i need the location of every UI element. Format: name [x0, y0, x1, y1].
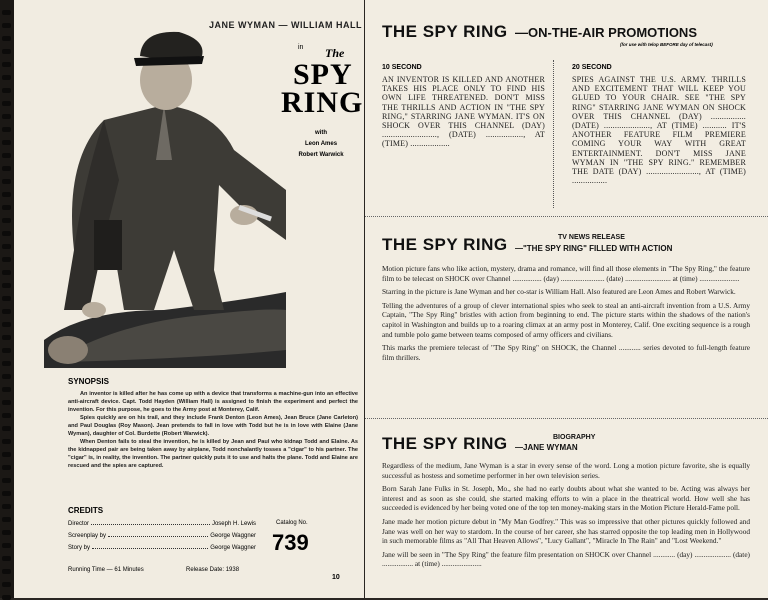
synopsis-paragraph: When Denton fails to steal the invention, he is killed by Jean and Paul who kidnap Todd and Elaine. As the kidnapped pair are being taken away by airplane, Todd nonchalantly tosses a "cigar" to his partner. The "cigar" is, in reality, the invention. The partner quickly puts it to use and halts the plane. Todd and Elaine are rescued and the spies are captured. [68, 439, 358, 469]
credit-name: George Waggner [210, 545, 256, 551]
supporting-cast [286, 139, 356, 161]
spiral-binding [0, 0, 14, 598]
spiral-ring [2, 556, 11, 561]
spiral-ring [2, 348, 11, 353]
credit-row [68, 533, 256, 539]
release-date: Release Date: 1938 [186, 567, 240, 573]
spiral-ring [2, 10, 11, 15]
in-label: in [298, 44, 304, 51]
credit-row [68, 521, 256, 527]
spiral-ring [2, 439, 11, 444]
credit-name: George Waggner [210, 533, 256, 539]
spiral-ring [2, 413, 11, 418]
spiral-ring [2, 270, 11, 275]
bio-heading-tail: —JANE WYMAN [515, 443, 578, 452]
catalog-label: Catalog No. [276, 520, 308, 526]
news-heading-tail: —"THE SPY RING" FILLED WITH ACTION [515, 244, 673, 253]
bio-paragraph: Jane made her motion picture debut in "My Man Godfrey." This was so impressive that other pictures quickly followed and Jane was well on her way to stardom. In the course of her career, she has starred opposite the top leading men in Hollywood in such memorable films as "All That Heaven Allows", "Lucy Gallant", "Miracle In The Rain" and "Lost Weekend." [382, 516, 750, 546]
spiral-ring [2, 153, 11, 158]
spiral-ring [2, 179, 11, 184]
bio-kicker: BIOGRAPHY [553, 434, 596, 441]
synopsis-text [68, 390, 358, 470]
star-names: JANE WYMAN — WILLIAM HALL [209, 20, 362, 30]
spiral-ring [2, 166, 11, 171]
credit-role: Screenplay by [68, 533, 107, 539]
news-paragraph: This marks the premiere telecast of "The Spy Ring" on SHOCK, the Channel ............ series devoted to full-length feature film thrillers. [382, 343, 750, 362]
news-body [382, 264, 750, 366]
spot20-heading: 20 SECOND [572, 64, 612, 71]
title-logo [279, 48, 369, 122]
spiral-ring [2, 36, 11, 41]
supporting-actor: Leon Ames [304, 141, 338, 147]
spiral-ring [2, 504, 11, 509]
column-divider [553, 60, 554, 208]
left-page [14, 0, 364, 598]
logo-ring: RING [281, 86, 364, 119]
credits-heading: CREDITS [68, 506, 104, 515]
spiral-ring [2, 231, 11, 236]
spiral-ring [2, 322, 11, 327]
right-page [365, 0, 768, 598]
page-number: 10 [332, 574, 340, 581]
spiral-ring [2, 88, 11, 93]
spot10-heading: 10 SECOND [382, 64, 422, 71]
spiral-ring [2, 127, 11, 132]
spiral-ring [2, 140, 11, 145]
bio-paragraph: Jane will be seen in "The Spy Ring" the feature film presentation on SHOCK over Channel ............ (day) .................... (date) ................. at (time) ...................... [382, 549, 750, 569]
spiral-ring [2, 335, 11, 340]
synopsis-heading: SYNOPSIS [68, 377, 109, 386]
spiral-ring [2, 517, 11, 522]
spiral-ring [2, 283, 11, 288]
with-label: with [315, 130, 327, 136]
spiral-ring [2, 530, 11, 535]
spiral-ring [2, 478, 11, 483]
spiral-ring [2, 374, 11, 379]
synopsis-paragraph: An inventor is killed after he has come up with a device that transforms a machine-gun into an effective anti-aircraft device. Capt. Todd Hayden (William Hall) is assigned to finish the experiment and perfect the invention. For this purpose, he goes to the Army post at Monterey, Calif. [68, 391, 358, 413]
spiral-ring [2, 205, 11, 210]
credit-row [68, 545, 256, 551]
credit-role: Director [68, 521, 90, 527]
spiral-ring [2, 569, 11, 574]
news-paragraph: Starring in the picture is Jane Wyman and her co-star is William Hall. Also featured are Leon Ames and Robert Warwick. [382, 287, 736, 297]
spot10-text: AN INVENTOR IS KILLED AND ANOTHER TAKES HIS PLACE ONLY TO FIND HIS OWN LIFE THREATENED. DON'T MISS THE THRILLS AND ACTION IN "THE SPY RING," STARRING JANE WYMAN. IT'S ON SHOCK OVER THIS CHANNEL (DAY) ........................., (DATE) ................., AT (TIME) .................. [382, 75, 545, 149]
news-paragraph: Motion picture fans who like action, mystery, drama and romance, will find all those elements in "The Spy Ring," the feature film to be telecast on SHOCK over Channel ................ (day) ........................ (date) ......................... at (time) ...................... [382, 264, 750, 283]
spiral-ring [2, 23, 11, 28]
spiral-ring [2, 452, 11, 457]
divider [365, 216, 768, 217]
spiral-ring [2, 400, 11, 405]
promo-title: THE SPY RING [382, 22, 508, 41]
running-time: Running Time — 61 Minutes [68, 567, 144, 573]
synopsis-paragraph: Spies quickly are on his trail, and they include Frank Denton (Leon Ames), Jean Bruce (Jane Carleton) and Paul Douglas (Roy Mason). Jean pretends to fall in love with Todd but he is in love with Elaine (Jane Wyman), daughter of Col. Burdette (Robert Warwick). [68, 415, 358, 437]
spiral-ring [2, 361, 11, 366]
bio-title: THE SPY RING [382, 434, 508, 453]
spiral-ring [2, 244, 11, 249]
spiral-ring [2, 49, 11, 54]
spiral-ring [2, 62, 11, 67]
news-title: THE SPY RING [382, 235, 508, 254]
spiral-ring [2, 192, 11, 197]
spiral-ring [2, 491, 11, 496]
news-kicker: TV NEWS RELEASE [558, 234, 625, 241]
spiral-ring [2, 257, 11, 262]
bio-body [382, 461, 750, 573]
credit-name: Joseph H. Lewis [211, 521, 256, 527]
promo-heading-tail: —ON-THE-AIR PROMOTIONS [515, 25, 697, 40]
spiral-ring [2, 543, 11, 548]
logo-the: The [325, 46, 345, 60]
catalog-number: 739 [272, 530, 309, 555]
bio-paragraph: Born Sarah Jane Fulks in St. Joseph, Mo., she had no early doubts about what she wanted to be. Acting was always her interest and as soon as she could, she started making efforts to win a place in the theatrical world. How well she has succeeded is evidenced by her being voted one of the top ten money-making stars in the Motion Picture Herald-Fame poll. [382, 484, 750, 513]
credit-role: Story by [68, 545, 91, 551]
spiral-ring [2, 426, 11, 431]
spiral-ring [2, 75, 11, 80]
spiral-ring [2, 218, 11, 223]
spiral-ring [2, 387, 11, 392]
spiral-ring [2, 582, 11, 587]
spiral-ring [2, 309, 11, 314]
supporting-actor: Robert Warwick [298, 152, 344, 158]
promo-note: (for use with telop BEFORE day of telecast) [620, 42, 713, 47]
spiral-ring [2, 114, 11, 119]
spiral-ring [2, 101, 11, 106]
bio-paragraph: Regardless of the medium, Jane Wyman is a star in every sense of the word. Long a motion picture favorite, she is equally successful as hostess and sometime performer in her own television series. [382, 461, 750, 480]
news-paragraph: Telling the adventures of a group of clever international spies who seek to steal an anti-aircraft invention from a U.S. Army Captain, "The Spy Ring" bristles with action from beginning to end. The picture starts within the shadows of the nation's capitol in Washington and builds up to a roaring climax at an army post in Monterey, Calif. One exciting sequence is a rough and tumble polo game between teams composed of army officers and civilians. [382, 300, 750, 339]
spiral-ring [2, 296, 11, 301]
spiral-ring [2, 465, 11, 470]
divider [365, 418, 768, 419]
spot20-text: SPIES AGAINST THE U.S. ARMY. THRILLS AND EXCITEMENT THAT WILL KEEP YOU GLUED TO YOUR CHAIR. SEE "THE SPY RING" STARRING JANE WYMAN ON SHOCK OVER THIS CHANNEL (DAY) ................ (DATE) ....................., AT (TIME) ........... IT'S ANOTHER FEATURE FILM PREMIERE COMING YOUR WAY WITH GREAT ENTERTAINMENT. DON'T MISS JANE WYMAN IN "THE SPY RING." REMEMBER THE DATE (DAY) ........................, AT (TIME) ................ [572, 75, 746, 186]
logo-spy: SPY [293, 58, 353, 91]
still-photo [44, 10, 286, 368]
